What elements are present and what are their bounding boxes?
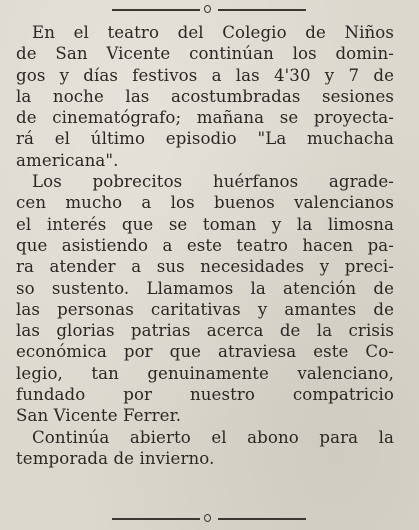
article-line: cen mucho a los buenos valencianos	[16, 193, 394, 213]
top-separator-rule	[112, 4, 306, 16]
article-line: americana".	[16, 150, 119, 170]
article-line: so sustento. Llamamos la atención de	[16, 278, 394, 298]
article-body	[16, 22, 394, 469]
article-line: fundado por nuestro compatricio	[16, 385, 394, 405]
article-line: de cinematógrafo; mañana se proyecta-	[16, 108, 394, 128]
article-line: San Vicente Ferrer.	[16, 406, 182, 426]
article-line: la noche las acostumbradas sesiones	[16, 86, 394, 106]
article-line: que asistiendo a este teatro hacen pa-	[16, 235, 394, 255]
rule-line-left	[112, 9, 200, 11]
article-line: económica por que atraviesa este Co-	[16, 342, 394, 362]
rule-line-right	[218, 9, 306, 11]
rule-line-left	[112, 518, 200, 520]
article-line: legio, tan genuinamente valenciano,	[16, 363, 394, 383]
bottom-separator-rule	[112, 513, 306, 525]
rule-line-right	[218, 518, 306, 520]
rule-circle-ornament	[204, 514, 211, 522]
article-line: Los pobrecitos huérfanos agrade-	[32, 172, 394, 192]
article-line: temporada de invierno.	[16, 448, 215, 468]
rule-circle-ornament	[204, 5, 211, 13]
article-line: las glorias patrias acerca de la crisis	[16, 321, 394, 341]
article-line: el interés que se toman y la limosna	[16, 214, 394, 234]
article-line: las personas caritativas y amantes de	[16, 299, 394, 319]
article-line: de San Vicente continúan los domin-	[16, 44, 394, 64]
article-line: ra atender a sus necesidades y preci-	[16, 257, 394, 277]
article-line: rá el último episodio "La muchacha	[16, 129, 394, 149]
article-line: gos y días festivos a las 4'30 y 7 de	[16, 65, 394, 85]
article-line: En el teatro del Colegio de Niños	[32, 23, 394, 42]
article-line: Continúa abierto el abono para la	[32, 427, 394, 447]
